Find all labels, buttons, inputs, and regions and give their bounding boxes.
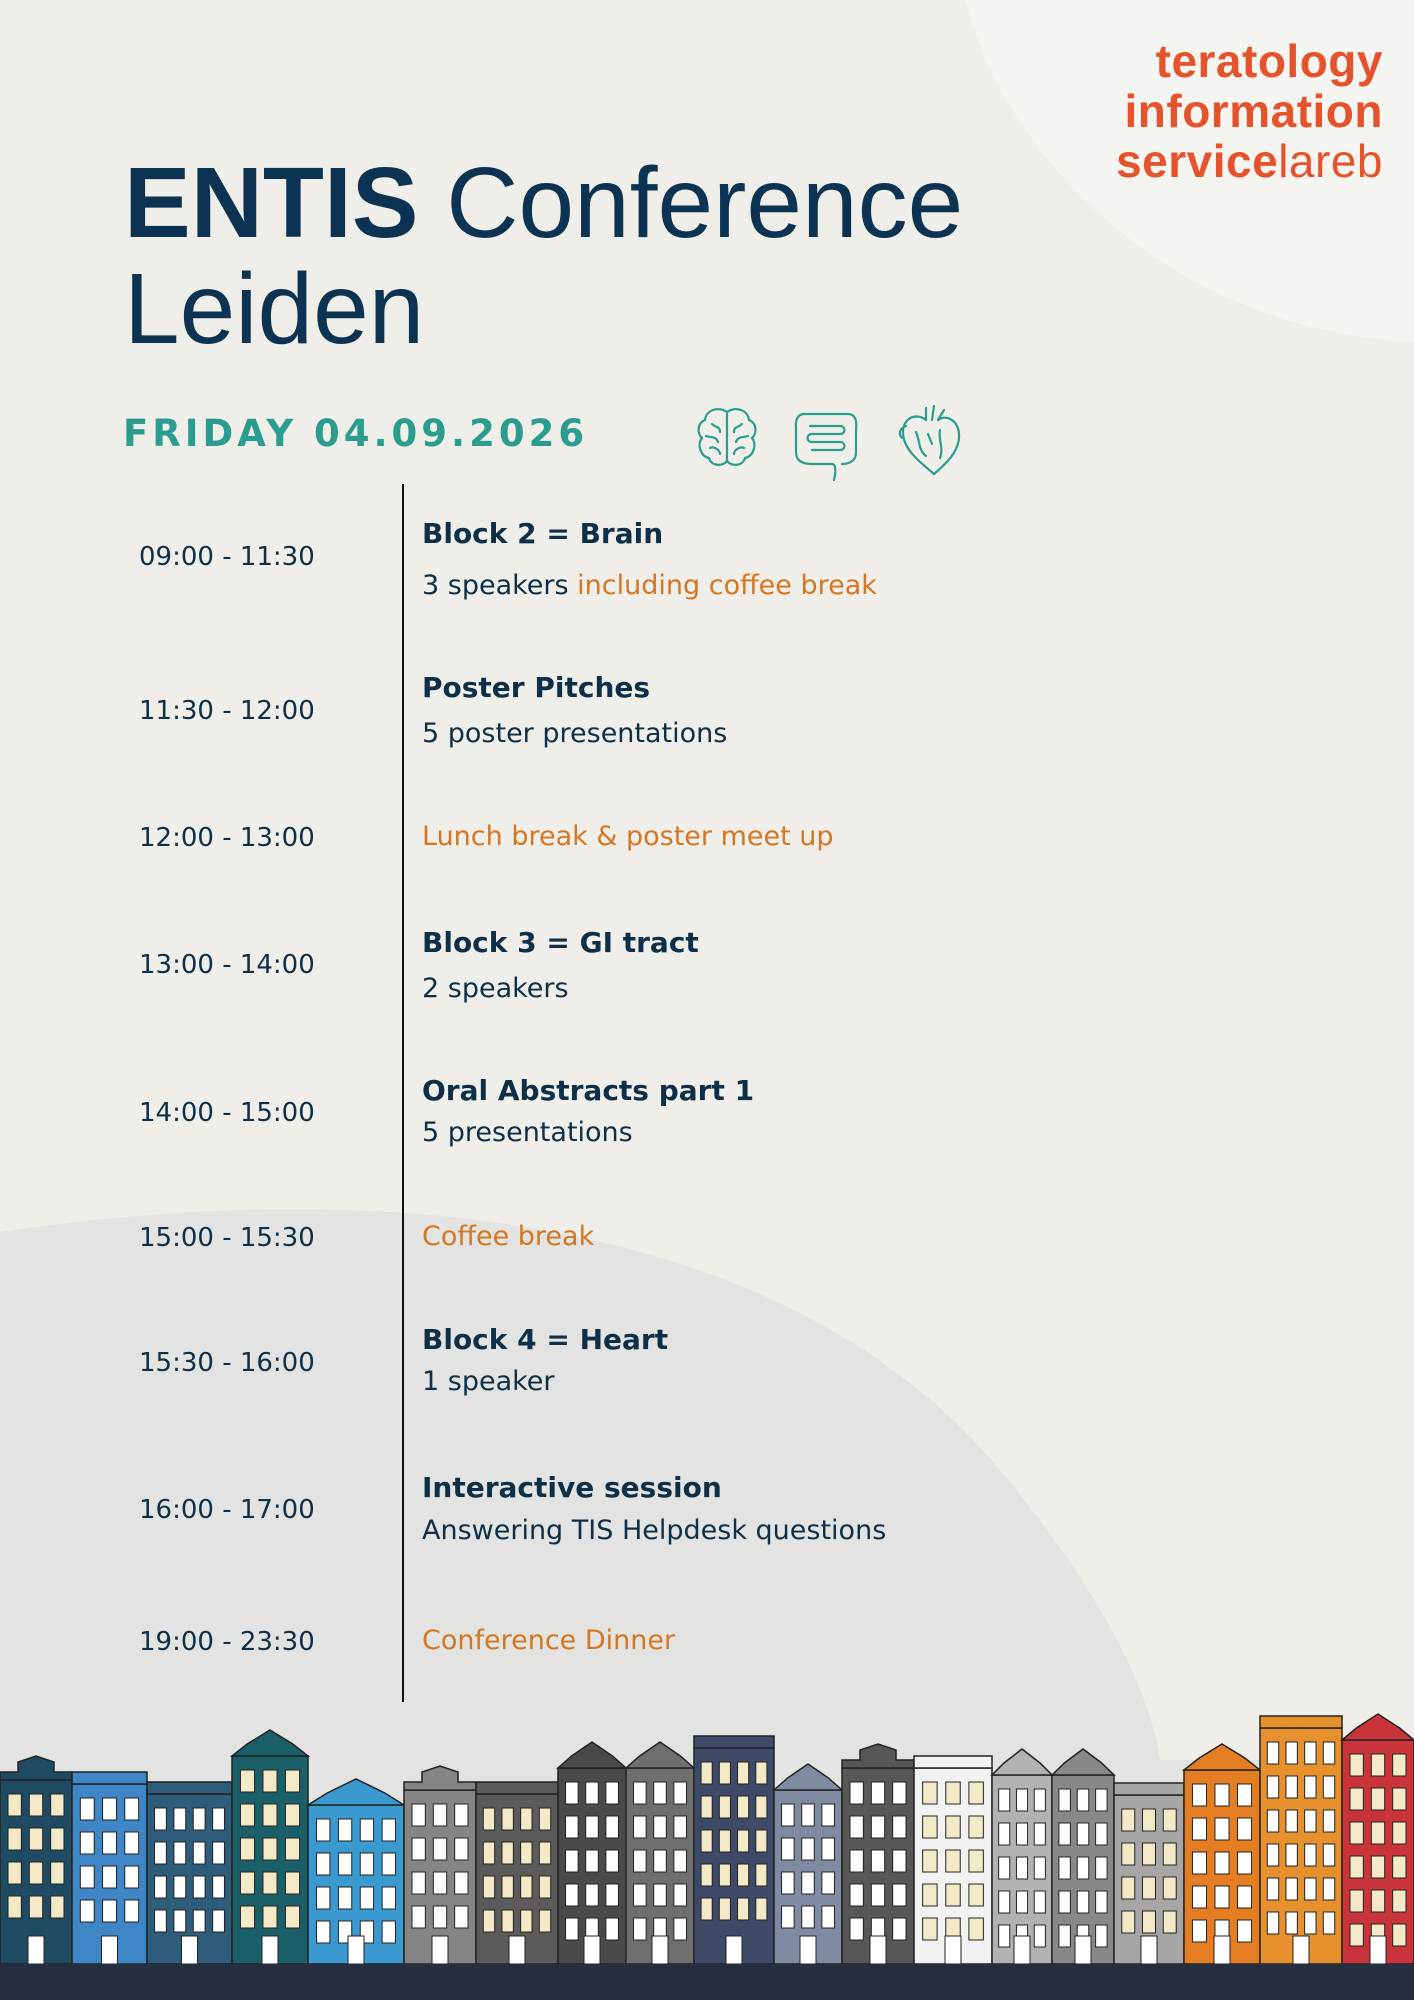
schedule-highlight: Lunch break & poster meet up bbox=[422, 821, 834, 852]
title-line-1 bbox=[124, 147, 964, 259]
schedule-description: 5 poster presentations bbox=[422, 718, 728, 749]
title-conference: Conference bbox=[418, 147, 964, 259]
canal-house bbox=[1052, 1749, 1114, 1964]
schedule-time: 15:30 - 16:00 bbox=[139, 1348, 315, 1378]
canal-house bbox=[1114, 1783, 1184, 1964]
schedule-description: 1 speaker bbox=[422, 1366, 555, 1397]
schedule-time: 19:00 - 23:30 bbox=[139, 1627, 315, 1657]
heart-icon bbox=[896, 404, 966, 478]
schedule-time: 11:30 - 12:00 bbox=[139, 696, 315, 726]
schedule-title: Poster Pitches bbox=[422, 671, 651, 704]
title-line-2: Leiden bbox=[124, 253, 425, 365]
schedule-title: Oral Abstracts part 1 bbox=[422, 1074, 755, 1107]
canal-house bbox=[774, 1764, 842, 1964]
canal-house bbox=[308, 1779, 404, 1964]
canal-house bbox=[842, 1744, 914, 1964]
schedule-description: 2 speakers bbox=[422, 973, 569, 1004]
canal-house bbox=[232, 1730, 308, 1964]
canal-house bbox=[914, 1756, 992, 1964]
canal-house bbox=[0, 1756, 72, 1964]
canal-house bbox=[404, 1766, 476, 1964]
canal-house bbox=[1342, 1714, 1414, 1964]
schedule-time: 15:00 - 15:30 bbox=[139, 1223, 315, 1253]
schedule-title: Block 2 = Brain bbox=[422, 517, 664, 550]
canal-house bbox=[626, 1742, 694, 1964]
logo-line-2: information bbox=[1124, 85, 1383, 137]
schedule-time: 13:00 - 14:00 bbox=[139, 950, 315, 980]
schedule-description bbox=[422, 570, 877, 601]
schedule-description: 5 presentations bbox=[422, 1117, 633, 1148]
schedule-time: 14:00 - 15:00 bbox=[139, 1098, 315, 1128]
logo-line-3 bbox=[1116, 136, 1383, 186]
canal-house bbox=[476, 1782, 558, 1964]
schedule-time: 09:00 - 11:30 bbox=[139, 542, 315, 572]
logo-line-1: teratology bbox=[1155, 35, 1383, 87]
canal-houses-illustration bbox=[0, 1698, 1414, 2000]
intestine-icon bbox=[790, 404, 862, 482]
schedule-description: Answering TIS Helpdesk questions bbox=[422, 1515, 887, 1546]
desc-highlight: including coffee break bbox=[577, 570, 877, 601]
title-entis: ENTIS bbox=[124, 147, 419, 259]
canal-house bbox=[72, 1772, 147, 1964]
logo-lareb: lareb bbox=[1278, 135, 1383, 187]
teratology-logo bbox=[1116, 36, 1383, 186]
street-band bbox=[0, 1964, 1414, 2000]
brain-icon bbox=[694, 404, 760, 470]
canal-house bbox=[1260, 1716, 1342, 1964]
schedule-title: Block 4 = Heart bbox=[422, 1323, 669, 1356]
canal-house bbox=[694, 1736, 774, 1964]
logo-service: service bbox=[1116, 135, 1279, 187]
schedule-title: Interactive session bbox=[422, 1471, 722, 1504]
schedule-highlight: Coffee break bbox=[422, 1221, 595, 1252]
timeline-divider bbox=[402, 484, 404, 1702]
page-title bbox=[124, 147, 964, 365]
schedule-time: 16:00 - 17:00 bbox=[139, 1495, 315, 1525]
canal-house bbox=[558, 1742, 626, 1964]
canal-house bbox=[1184, 1744, 1260, 1964]
schedule-time: 12:00 - 13:00 bbox=[139, 823, 315, 853]
event-date: FRIDAY 04.09.2026 bbox=[123, 412, 589, 455]
schedule-title: Block 3 = GI tract bbox=[422, 926, 699, 959]
canal-house bbox=[147, 1782, 232, 1964]
schedule-highlight: Conference Dinner bbox=[422, 1625, 676, 1656]
desc-text: 3 speakers bbox=[422, 570, 578, 601]
canal-house bbox=[992, 1749, 1052, 1964]
